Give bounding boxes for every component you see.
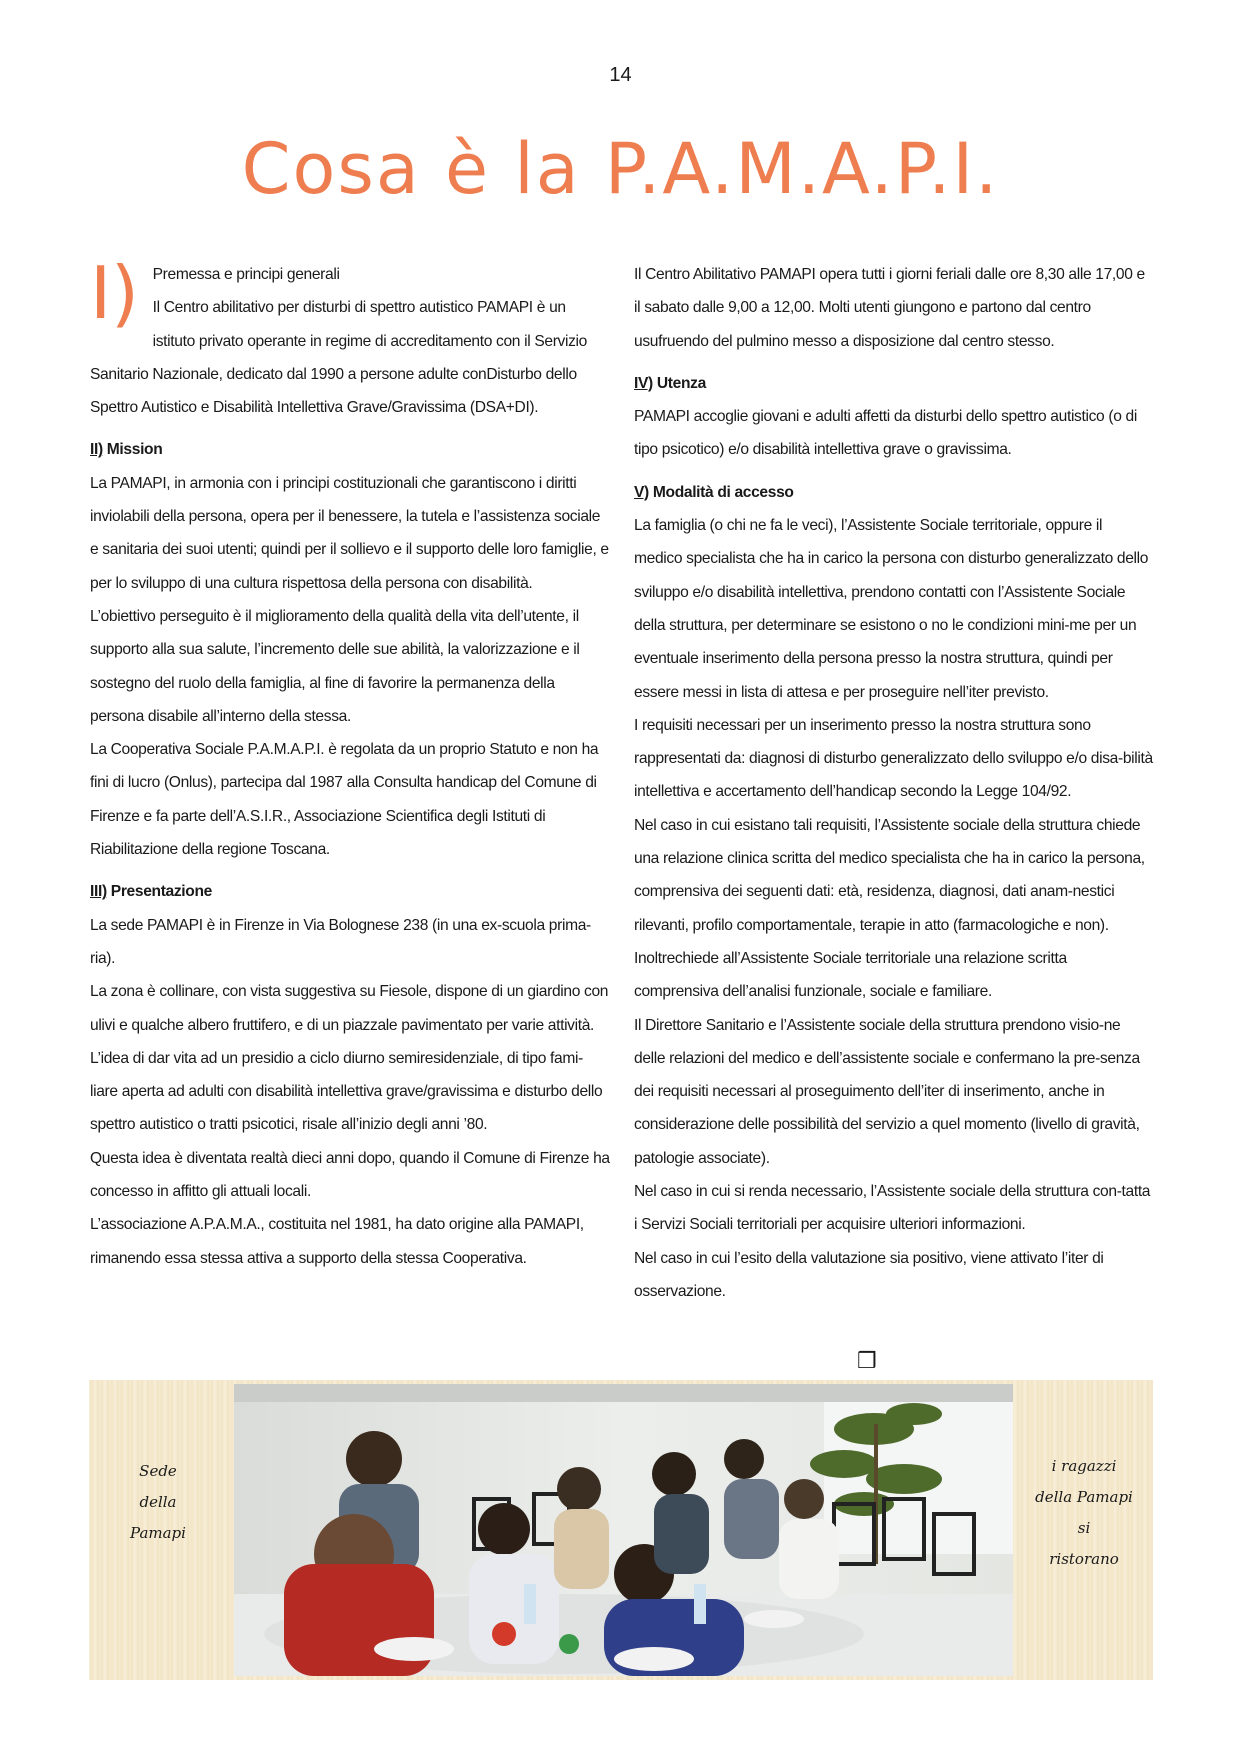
paragraph: L’idea di dar vita ad un presidio a ciclo diurno semiresidenziale, di tipo fami-liare aperta ad adulti con disabilità intellettiva grave/gravissima e disturbo dello spettro autistico o tratti psicotici, risale all’inizio degli anni ’80.	[90, 1049, 603, 1134]
section-number: III)	[90, 883, 107, 901]
page-number: 14	[609, 64, 632, 86]
photo-band	[89, 1380, 1153, 1680]
caption-line: Sede	[139, 1462, 177, 1480]
section-number: II)	[90, 441, 103, 459]
section-heading-presentazione	[90, 875, 610, 908]
paragraph: L’associazione A.P.A.M.A., costituita nel 1981, ha dato origine alla PAMAPI, rimanendo essa stessa attiva a supporto della stessa Cooperativa.	[90, 1216, 584, 1267]
paragraph: Il Direttore Sanitario e l’Assistente sociale della struttura prendono visio-ne delle relazioni del medico e dell’assistente sociale e confermano la pre-senza dei requisiti necessari al proseguimento dell’iter di inserimento, anche in considerazione delle possibilità del servizio a quel momento (livello di gravità, patologie associate).	[634, 1016, 1140, 1167]
caption-line: ristorano	[1049, 1550, 1119, 1568]
paragraph: Questa idea è diventata realtà dieci anni dopo, quando il Comune di Firenze ha concesso in affitto gli attuali locali.	[90, 1149, 610, 1201]
paragraph: I requisiti necessari per un inserimento presso la nostra struttura sono rappresentati da: diagnosi di disturbo generalizzato dello sviluppo e/o disa-bilità intellettiva e accertamento dell’handicap secondo la Legge 104/92.	[634, 716, 1153, 801]
section-number: IV)	[634, 374, 653, 392]
section-title: Modalità di accesso	[652, 483, 794, 501]
page-title: Cosa è la P.A.M.A.P.I.	[241, 128, 1000, 210]
photo-caption-right	[1015, 1451, 1153, 1575]
intro-paragraph: Il Centro abilitativo per disturbi di spettro autistico PAMAPI è un istituto privato operante in regime di accreditamento con il Servizio Sanitario Nazionale, dedicato dal 1990 a persone adulte conDisturbo dello Spettro Autistico e Disabilità Intellettiva Grave/Gravissima (DSA+DI).	[90, 299, 587, 417]
paragraph: L’obiettivo perseguito è il miglioramento della qualità della vita dell’utente, il supporto alla sua salute, l’incremento delle sue abilità, la valorizzazione e il sostegno del ruolo della famiglia, al fine di favorire la permanenza della persona disabile all’interno della stessa.	[90, 607, 580, 725]
dining-room-photo	[234, 1384, 1013, 1676]
paragraph: La zona è collinare, con vista suggestiva su Fiesole, dispone di un giardino con ulivi e qualche albero fruttifero, e di un piazzale pavimentato per varie attività.	[90, 983, 609, 1034]
photo-caption-left	[89, 1456, 227, 1549]
right-column	[634, 258, 1154, 1308]
section-title: Presentazione	[110, 883, 212, 901]
section-heading-utenza	[634, 367, 1154, 400]
section-heading-accesso	[634, 476, 1154, 509]
section-title: Mission	[106, 441, 163, 459]
caption-line: della Pamapi	[1035, 1488, 1133, 1506]
intro-paragraph: Il Centro Abilitativo PAMAPI opera tutti i giorni feriali dalle ore 8,30 alle 17,00 e il sabato dalle 9,00 a 12,00. Molti utenti giungono e partono dal centro usufruendo del pulmino messo a disposizione dal centro stesso.	[634, 266, 1145, 350]
paragraph: Nel caso in cui l’esito della valutazione sia positivo, viene attivato l’iter di osservazione.	[634, 1249, 1104, 1300]
drop-cap: I)	[90, 251, 139, 335]
end-of-article-icon: ❒	[857, 1348, 877, 1373]
section-title: Utenza	[656, 374, 706, 392]
paragraph: Nel caso in cui esistano tali requisiti, l’Assistente sociale della struttura chiede una relazione clinica scritta del medico specialista che ha in carico la persona, comprensiva dei seguenti dati: età, residenza, diagnosi, dati anam-nestici rilevanti, profilo comportamentale, terapie in atto (farmacologiche e non). Inoltrechiede all’Assistente Sociale territoriale una relazione scritta comprensiva dell’analisi funzionale, sociale e familiare.	[634, 816, 1145, 1001]
paragraph: La sede PAMAPI è in Firenze in Via Bolognese 238 (in una ex-scuola prima-ria).	[90, 916, 591, 967]
paragraph: La Cooperativa Sociale P.A.M.A.P.I. è regolata da un proprio Statuto e non ha fini di lucro (Onlus), partecipa dal 1987 alla Consulta handicap del Comune di Firenze e fa parte dell’A.S.I.R., Associazione Scientifica degli Istituti di Riabilitazione della regione Toscana.	[90, 741, 599, 859]
caption-line: si	[1077, 1519, 1091, 1537]
paragraph: Nel caso in cui si renda necessario, l’Assistente sociale della struttura con-tatta i Servizi Sociali territoriali per acquisire ulteriori informazioni.	[634, 1183, 1151, 1234]
paragraph: La famiglia (o chi ne fa le veci), l’Assistente Sociale territoriale, oppure il medico specialista che ha in carico la persona con disturbo generalizzato dello sviluppo e/o disabilità intellettiva, prendono contatti con l’Assistente Sociale della struttura, per determinare se esistono o no le condizioni mini-me per un eventuale inserimento della persona presso la nostra struttura, quindi per essere messi in lista di attesa e per proseguire nell’iter previsto.	[634, 517, 1149, 701]
caption-line: Pamapi	[130, 1524, 186, 1542]
paragraph: La PAMAPI, in armonia con i principi costituzionali che garantiscono i diritti inviolabili della persona, opera per il benessere, la tutela e l’assistenza sociale e sanitaria dei suoi utenti; quindi per il sollievo e il supporto delle loro famiglie, e per lo sviluppo di una cultura rispettosa della persona con disabilità.	[90, 474, 609, 592]
paragraph: PAMAPI accoglie giovani e adulti affetti da disturbi dello spettro autistico (o di tipo psicotico) e/o disabilità intellettiva grave o gravissima.	[634, 408, 1137, 459]
left-column	[90, 251, 610, 1275]
caption-line: della	[139, 1493, 177, 1511]
section-number: V)	[634, 483, 649, 501]
caption-line: i ragazzi	[1051, 1457, 1117, 1475]
section-heading-mission	[90, 433, 610, 466]
intro-heading: Premessa e principi generali	[152, 266, 340, 283]
